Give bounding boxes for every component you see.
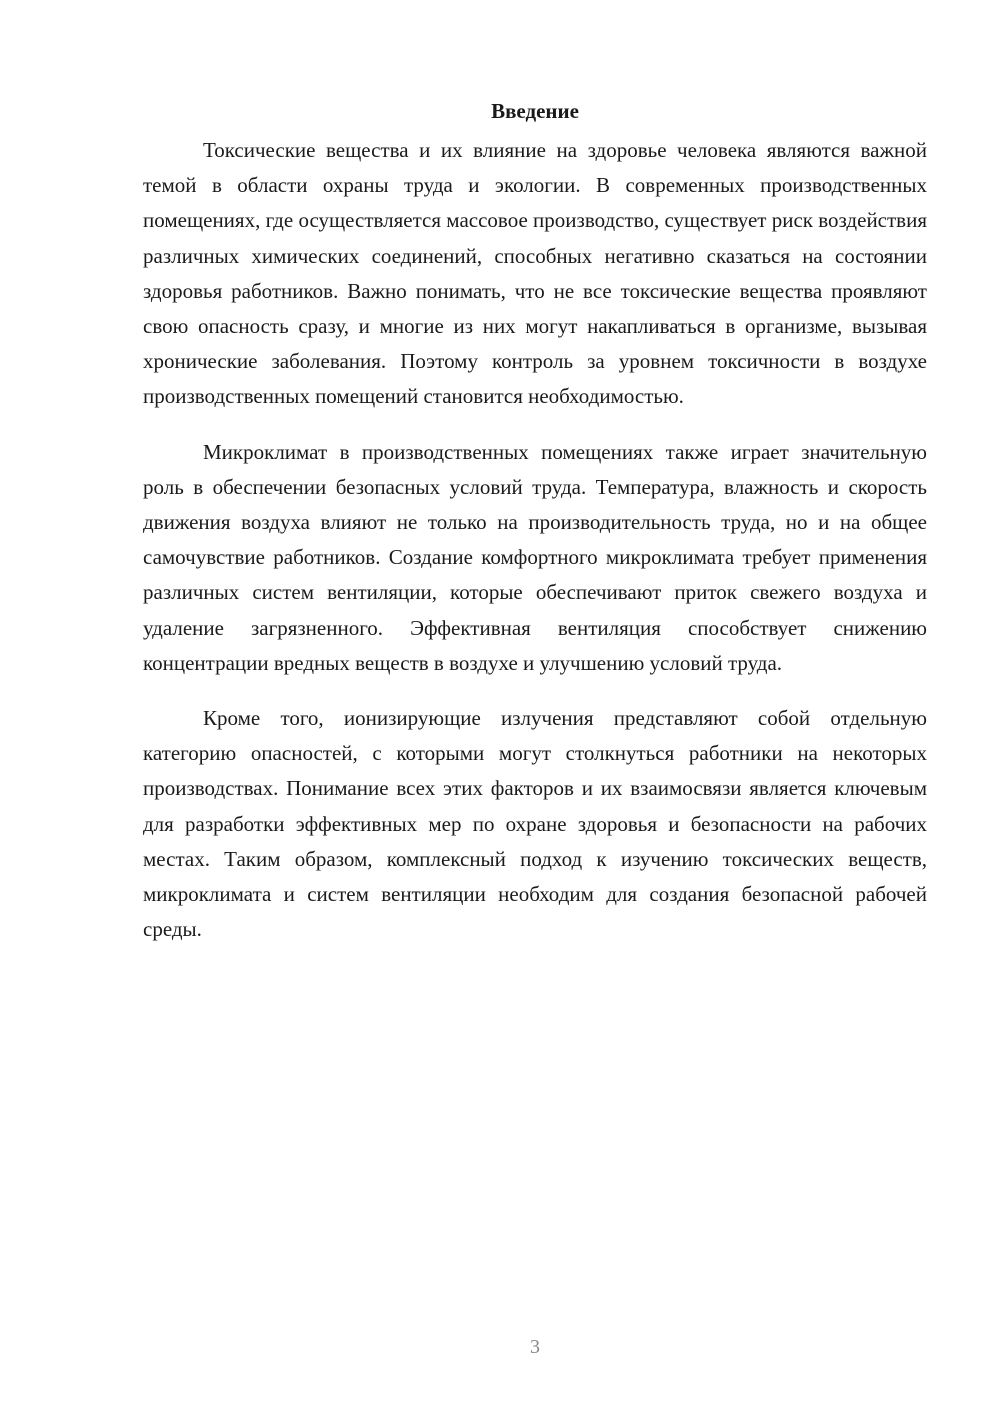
paragraph-microclimate: Микроклимат в производственных помещениях также играет значительную роль в обеспечении безопасных условий труда. Температура, влажность и скорость движения воздуха влияют не только на производительность труда, но и на общее самочувствие работников. Создание комфортного микроклимата требует применения различных систем вентиляции, которые обеспечивают приток свежего воздуха и удаление загрязненного. Эффективная вентиляция способствует снижению концентрации вредных веществ в воздухе и улучшению условий труда. (143, 439, 927, 675)
paragraph-toxic-substances: Токсические вещества и их влияние на здоровье человека являются важной темой в области охраны труда и экологии. В современных производственных помещениях, где осуществляется массовое производство, существует риск воздействия различных химических соединений, способных негативно сказаться на состоянии здоровья работников. Важно понимать, что не все токсические вещества проявляют свою опасность сразу, и многие из них могут накапливаться в организме, вызывая хронические заболевания. Поэтому контроль за уровнем токсичности в воздухе производственных помещений становится необходимостью. (143, 138, 927, 409)
page-content (143, 95, 927, 967)
page-number: 3 (530, 1336, 540, 1358)
paragraph-ionizing-radiation: Кроме того, ионизирующие излучения представляют собой отдельную категорию опасностей, с которыми могут столкнуться работники на некоторых производствах. Понимание всех этих факторов и их взаимосвязи является ключевым для разработки эффективных мер по охране здоровья и безопасности на рабочих местах. Таким образом, комплексный подход к изучению токсических веществ, микроклимата и систем вентиляции необходим для создания безопасной рабочей среды. (143, 706, 927, 942)
section-heading: Введение (491, 99, 579, 123)
